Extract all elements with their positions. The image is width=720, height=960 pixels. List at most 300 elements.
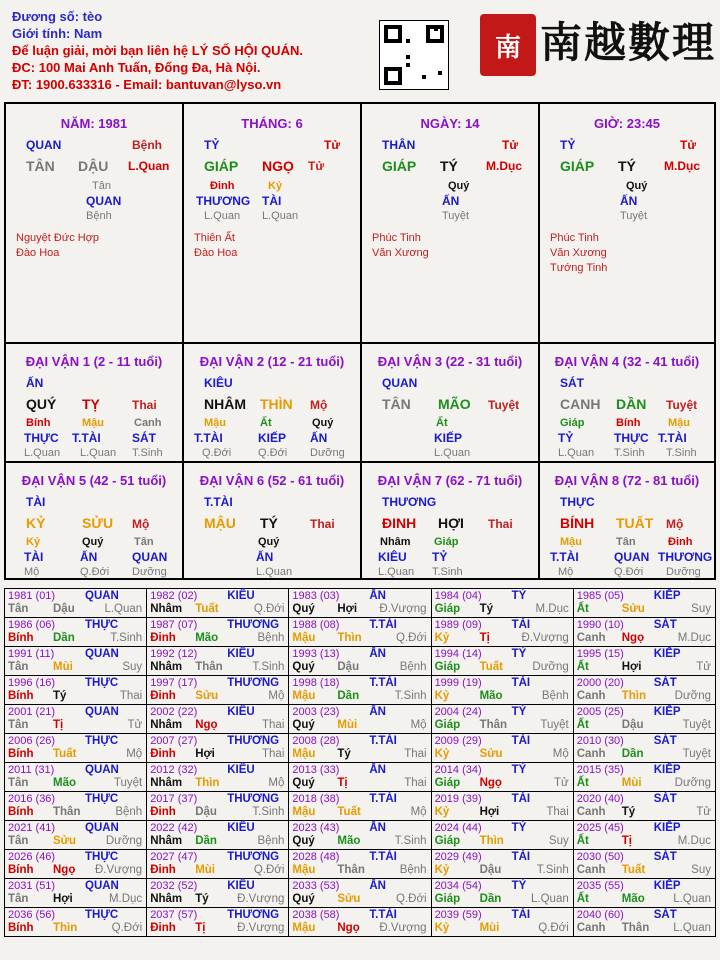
year-branch: Ngọ bbox=[53, 864, 76, 876]
luck-hidden-stage: Dưỡng bbox=[666, 566, 701, 578]
symbolic-star: Phúc Tinh bbox=[550, 232, 599, 244]
ten-god-stem: TỶ bbox=[560, 138, 576, 152]
year-label: 2039 (59) bbox=[434, 909, 482, 921]
year-label: 2031 (51) bbox=[8, 880, 56, 892]
luck-hidden-god: ẤN bbox=[80, 550, 98, 564]
year-stage: Đ.Vượng bbox=[379, 922, 427, 934]
year-stem: Đinh bbox=[150, 632, 176, 644]
annual-cell bbox=[573, 908, 715, 937]
annual-cell bbox=[147, 589, 289, 618]
year-ten-god: ẤN bbox=[369, 764, 386, 776]
year-branch: Dậu bbox=[195, 806, 217, 818]
year-stage: Dưỡng bbox=[674, 690, 711, 702]
year-stage: Tử bbox=[696, 806, 711, 818]
year-stem: Nhâm bbox=[150, 777, 183, 789]
hidden-stem: Tân bbox=[92, 180, 111, 192]
year-ten-god: THƯƠNG bbox=[227, 735, 280, 747]
symbolic-star: Phúc Tinh bbox=[372, 232, 421, 244]
year-branch: Sửu bbox=[53, 835, 77, 847]
year-stem: Kỷ bbox=[434, 748, 450, 760]
year-branch: Tý bbox=[337, 748, 351, 760]
annual-cell bbox=[289, 705, 431, 734]
year-stage: L.Quan bbox=[673, 893, 711, 905]
year-branch: Mão bbox=[195, 632, 219, 644]
annual-row bbox=[5, 821, 716, 850]
year-stage: Thai bbox=[404, 748, 427, 760]
year-label: 2034 (54) bbox=[434, 880, 482, 892]
year-label: 2020 (40) bbox=[576, 793, 624, 805]
year-ten-god: TÀI bbox=[511, 851, 531, 863]
year-stem: Nhâm bbox=[150, 719, 183, 731]
year-stem: Tân bbox=[8, 661, 29, 673]
year-branch: Thìn bbox=[53, 922, 78, 934]
year-branch: Tý bbox=[621, 806, 636, 818]
year-branch: Tị bbox=[195, 922, 206, 934]
year-label: 1994 (14) bbox=[434, 648, 482, 660]
luck-ten-god: TÀI bbox=[26, 495, 46, 509]
annual-cell bbox=[5, 676, 147, 705]
luck-hidden-stage: Mộ bbox=[558, 566, 574, 578]
year-stem: Quý bbox=[292, 835, 315, 847]
annual-row bbox=[5, 879, 716, 908]
year-label: 2002 (22) bbox=[150, 706, 198, 718]
year-stage: Suy bbox=[548, 835, 569, 847]
year-label: 2026 (46) bbox=[8, 851, 56, 863]
year-ten-god: THƯƠNG bbox=[227, 793, 280, 805]
year-label: 2004 (24) bbox=[434, 706, 482, 718]
year-ten-god: ẤN bbox=[369, 706, 386, 718]
year-stem: Giáp bbox=[434, 661, 461, 673]
annual-cell bbox=[289, 850, 431, 879]
year-label: 2029 (49) bbox=[434, 851, 482, 863]
year-branch: Thân bbox=[479, 719, 508, 731]
year-stem: Kỷ bbox=[434, 806, 450, 818]
growth-stage: Tử bbox=[308, 159, 325, 173]
luck-pillar-title: ĐẠI VẬN 3 (22 - 31 tuổi) bbox=[377, 354, 523, 369]
year-stem: Quý bbox=[292, 661, 315, 673]
year-branch: Mão bbox=[53, 777, 76, 789]
owner-line: Đương số: tèo bbox=[12, 9, 103, 24]
year-stem: Canh bbox=[576, 690, 606, 702]
year-label: 2019 (39) bbox=[434, 793, 482, 805]
year-label: 2010 (30) bbox=[576, 735, 624, 747]
luck-hidden-stem: Tân bbox=[616, 536, 636, 548]
annual-cell bbox=[573, 821, 715, 850]
year-stem: Kỷ bbox=[434, 864, 450, 876]
year-stage: Thai bbox=[262, 748, 285, 760]
year-branch: Sửu bbox=[195, 690, 219, 702]
year-ten-god: TÀI bbox=[511, 677, 531, 689]
annual-row bbox=[5, 676, 716, 705]
year-label: 2025 (45) bbox=[576, 822, 624, 834]
year-label: 2005 (25) bbox=[576, 706, 624, 718]
year-branch: Tuất bbox=[621, 864, 646, 876]
year-ten-god: KIÊU bbox=[227, 590, 255, 602]
year-ten-god: ẤN bbox=[369, 880, 386, 892]
year-ten-god: ẤN bbox=[369, 822, 386, 834]
luck-hidden-stem: Quý bbox=[312, 417, 334, 429]
year-stage: Suy bbox=[691, 603, 711, 615]
qr-code-icon bbox=[379, 20, 449, 90]
annual-cell bbox=[431, 618, 573, 647]
pillar-title: NGÀY: 14 bbox=[420, 116, 480, 131]
luck-hidden-stem: Giáp bbox=[560, 417, 585, 429]
luck-stem: KỶ bbox=[26, 515, 46, 531]
year-label: 2009 (29) bbox=[434, 735, 482, 747]
year-ten-god: TỶ bbox=[511, 880, 527, 892]
year-branch: Hợi bbox=[53, 893, 73, 905]
year-branch: Tý bbox=[53, 690, 67, 702]
luck-ten-god: ẤN bbox=[26, 376, 44, 390]
year-stem: Bính bbox=[8, 864, 34, 876]
year-stem: Tân bbox=[8, 603, 29, 615]
luck-hidden-god: T.TÀI bbox=[72, 431, 101, 445]
year-stage: Q.Đới bbox=[111, 922, 143, 934]
year-stage: Bệnh bbox=[257, 835, 285, 847]
annual-cell bbox=[573, 676, 715, 705]
luck-hidden-stage: T.Sinh bbox=[666, 447, 697, 459]
luck-branch: TUẤT bbox=[616, 515, 654, 531]
annual-cell bbox=[147, 734, 289, 763]
annual-cell bbox=[147, 676, 289, 705]
luck-stem: NHÂM bbox=[204, 396, 246, 412]
year-label: 2000 (20) bbox=[576, 677, 624, 689]
luck-pillar-title: ĐẠI VẬN 2 (12 - 21 tuổi) bbox=[199, 354, 345, 369]
year-label: 2040 (60) bbox=[576, 909, 624, 921]
year-ten-god: TỶ bbox=[511, 648, 527, 660]
luck-stage: Mộ bbox=[132, 517, 150, 531]
year-ten-god: KIẾP bbox=[653, 648, 681, 660]
year-stage: Mộ bbox=[410, 806, 427, 818]
year-branch: Mùi bbox=[195, 864, 215, 876]
year-label: 1984 (04) bbox=[434, 590, 482, 602]
year-ten-god: QUAN bbox=[85, 764, 119, 776]
year-branch: Dậu bbox=[53, 603, 75, 615]
hidden-stage: Tuyệt bbox=[442, 210, 470, 222]
year-stage: Suy bbox=[691, 864, 711, 876]
annual-cell bbox=[289, 763, 431, 792]
luck-stem: BÍNH bbox=[560, 515, 595, 531]
year-stem: Tân bbox=[8, 893, 29, 905]
symbolic-star: Văn Xương bbox=[372, 247, 429, 259]
year-stage: Đ.Vượng bbox=[237, 922, 285, 934]
year-stage: Dưỡng bbox=[532, 661, 569, 673]
luck-branch: SỬU bbox=[82, 515, 114, 531]
year-branch: Tý bbox=[195, 893, 209, 905]
year-ten-god: T.TÀI bbox=[369, 909, 397, 921]
year-stage: Mộ bbox=[552, 748, 569, 760]
annual-cell bbox=[147, 763, 289, 792]
luck-branch: HỢI bbox=[438, 515, 464, 531]
year-stage: Đ.Vượng bbox=[521, 632, 569, 644]
pillar-2 bbox=[184, 104, 362, 344]
year-stage: M.Dục bbox=[535, 603, 569, 615]
luck-pillar-6 bbox=[184, 463, 362, 580]
year-ten-god: KIẾP bbox=[653, 590, 681, 602]
symbolic-star: Thiên Ất bbox=[194, 232, 235, 244]
luck-stage: Mộ bbox=[310, 398, 328, 412]
growth-stage: M.Dục bbox=[664, 159, 700, 173]
annual-cell bbox=[431, 763, 573, 792]
luck-branch: DẦN bbox=[616, 396, 647, 412]
year-stem: Nhâm bbox=[150, 835, 183, 847]
year-stage: L.Quan bbox=[531, 893, 569, 905]
year-stage: Thai bbox=[404, 777, 427, 789]
phone-email-line: ĐT: 1900.633316 - Email: bantuvan@lyso.vn bbox=[12, 77, 282, 92]
annual-cell bbox=[289, 792, 431, 821]
earthly-branch: NGỌ bbox=[262, 158, 294, 174]
year-label: 2015 (35) bbox=[576, 764, 624, 776]
year-ten-god: T.TÀI bbox=[369, 735, 397, 747]
year-label: 2021 (41) bbox=[8, 822, 56, 834]
luck-hidden-stage: L.Quan bbox=[558, 447, 595, 459]
annual-cell bbox=[5, 821, 147, 850]
hidden-ten-god: ẤN bbox=[620, 194, 638, 208]
hidden-stem: Kỷ bbox=[268, 180, 283, 192]
growth-stage: M.Dục bbox=[486, 159, 522, 173]
year-label: 1989 (09) bbox=[434, 619, 482, 631]
hidden-stage: L.Quan bbox=[204, 210, 241, 222]
luck-stage: Tuyệt bbox=[488, 398, 520, 412]
annual-cell bbox=[573, 879, 715, 908]
year-label: 2003 (23) bbox=[292, 706, 340, 718]
year-stem: Quý bbox=[292, 777, 315, 789]
year-label: 1985 (05) bbox=[576, 590, 624, 602]
year-stem: Kỷ bbox=[434, 632, 450, 644]
year-label: 2030 (50) bbox=[576, 851, 624, 863]
luck-ten-god: THƯƠNG bbox=[382, 495, 437, 509]
year-branch: Dậu bbox=[337, 661, 360, 673]
year-stage: Thai bbox=[262, 719, 285, 731]
year-stage: L.Quan bbox=[673, 922, 711, 934]
ten-god-stem: TỶ bbox=[204, 138, 220, 152]
year-ten-god: T.TÀI bbox=[369, 619, 397, 631]
year-stage: Đ.Vượng bbox=[379, 603, 427, 615]
year-branch: Dậu bbox=[479, 864, 502, 876]
year-ten-god: TÀI bbox=[511, 619, 531, 631]
year-branch: Mùi bbox=[53, 661, 73, 673]
year-stem: Canh bbox=[576, 632, 606, 644]
year-stage: Q.Đới bbox=[396, 632, 427, 644]
year-branch: Thìn bbox=[621, 690, 647, 702]
luck-ten-god: SÁT bbox=[560, 376, 584, 390]
annual-cell bbox=[5, 792, 147, 821]
annual-cell bbox=[5, 763, 147, 792]
year-branch: Tuất bbox=[195, 603, 219, 615]
year-stem: Canh bbox=[576, 922, 606, 934]
year-branch: Thìn bbox=[337, 632, 362, 644]
year-stage: Bệnh bbox=[115, 806, 143, 818]
year-branch: Mùi bbox=[621, 777, 642, 789]
year-label: 2014 (34) bbox=[434, 764, 482, 776]
year-label: 1990 (10) bbox=[576, 619, 624, 631]
year-stem: Bính bbox=[8, 922, 34, 934]
year-branch: Thân bbox=[195, 661, 223, 673]
luck-hidden-god: ẤN bbox=[310, 431, 328, 445]
year-stem: Ất bbox=[576, 603, 589, 615]
luck-pillar-title: ĐẠI VẬN 8 (72 - 81 tuổi) bbox=[554, 473, 700, 488]
year-stem: Giáp bbox=[434, 777, 461, 789]
year-stem: Nhâm bbox=[150, 603, 183, 615]
annual-cell bbox=[147, 850, 289, 879]
annual-cell bbox=[5, 734, 147, 763]
luck-hidden-god: THỰC bbox=[614, 431, 649, 445]
year-branch: Tuất bbox=[53, 748, 77, 760]
brand-logo: 南越數理 bbox=[540, 18, 717, 67]
annual-cell bbox=[431, 792, 573, 821]
year-stage: Tuyệt bbox=[682, 748, 711, 760]
luck-hidden-stage: Q.Đới bbox=[80, 566, 110, 578]
year-ten-god: THỰC bbox=[85, 677, 119, 689]
luck-hidden-stem: Đinh bbox=[668, 536, 693, 548]
year-stem: Bính bbox=[8, 632, 34, 644]
year-ten-god: SÁT bbox=[653, 851, 677, 863]
year-label: 1993 (13) bbox=[292, 648, 340, 660]
year-branch: Thân bbox=[337, 864, 365, 876]
year-ten-god: QUAN bbox=[85, 590, 119, 602]
annual-cell bbox=[573, 589, 715, 618]
annual-row bbox=[5, 618, 716, 647]
year-branch: Dậu bbox=[621, 719, 644, 731]
year-stem: Đinh bbox=[150, 922, 176, 934]
year-stage: Q.Đới bbox=[396, 893, 427, 905]
luck-ten-god: KIÊU bbox=[204, 376, 233, 390]
year-branch: Mão bbox=[621, 893, 645, 905]
annual-cell bbox=[5, 850, 147, 879]
year-stage: Thai bbox=[119, 690, 143, 702]
year-branch: Ngọ bbox=[195, 719, 218, 731]
luck-stage: Mộ bbox=[666, 517, 684, 531]
year-ten-god: TÀI bbox=[511, 793, 531, 805]
year-branch: Tuất bbox=[337, 806, 361, 818]
annual-cell bbox=[431, 589, 573, 618]
annual-cell bbox=[147, 821, 289, 850]
year-label: 2007 (27) bbox=[150, 735, 198, 747]
year-label: 2022 (42) bbox=[150, 822, 198, 834]
year-stem: Ất bbox=[576, 661, 589, 673]
luck-hidden-god: T.TÀI bbox=[658, 431, 687, 445]
annual-cell bbox=[5, 705, 147, 734]
earthly-branch: TÝ bbox=[618, 158, 636, 174]
annual-cell bbox=[573, 792, 715, 821]
heavenly-stem: GIÁP bbox=[560, 158, 595, 174]
year-stage: T.Sinh bbox=[252, 806, 285, 818]
annual-cell bbox=[5, 879, 147, 908]
luck-stage: Thai bbox=[488, 517, 513, 531]
year-ten-god: TỶ bbox=[511, 590, 527, 602]
luck-hidden-stem: Tân bbox=[134, 536, 154, 548]
luck-hidden-stage: Mộ bbox=[24, 566, 40, 578]
year-label: 2013 (33) bbox=[292, 764, 340, 776]
year-stage: Mộ bbox=[268, 777, 285, 789]
year-ten-god: THƯƠNG bbox=[227, 909, 280, 921]
luck-hidden-stage: Q.Đới bbox=[258, 447, 288, 459]
year-ten-god: THỰC bbox=[85, 735, 119, 747]
year-stage: Đ.Vượng bbox=[237, 893, 285, 905]
luck-pillar-title: ĐẠI VẬN 4 (32 - 41 tuổi) bbox=[554, 354, 700, 369]
luck-stem: CANH bbox=[560, 396, 601, 412]
annual-cell bbox=[289, 589, 431, 618]
year-ten-god: QUAN bbox=[85, 822, 119, 834]
luck-hidden-stem: Giáp bbox=[434, 536, 459, 548]
annual-row bbox=[5, 792, 716, 821]
year-ten-god: KIẾP bbox=[653, 880, 681, 892]
annual-row bbox=[5, 734, 716, 763]
year-stem: Mậu bbox=[292, 690, 316, 702]
annual-cell bbox=[431, 879, 573, 908]
luck-hidden-god: TÀI bbox=[24, 550, 44, 564]
year-stem: Tân bbox=[8, 719, 29, 731]
year-label: 2028 (48) bbox=[292, 851, 340, 863]
year-label: 2038 (58) bbox=[292, 909, 340, 921]
year-label: 1997 (17) bbox=[150, 677, 198, 689]
annual-row bbox=[5, 647, 716, 676]
year-label: 2012 (32) bbox=[150, 764, 198, 776]
year-branch: Dần bbox=[479, 893, 502, 905]
earthly-branch: DẬU bbox=[78, 158, 109, 174]
luck-branch: TÝ bbox=[260, 515, 278, 531]
luck-pillar-title: ĐẠI VẬN 7 (62 - 71 tuổi) bbox=[377, 473, 523, 488]
year-stem: Bính bbox=[8, 806, 34, 818]
year-stem: Ất bbox=[576, 777, 589, 789]
luck-stage: Thai bbox=[310, 517, 335, 531]
year-stage: Q.Đới bbox=[538, 922, 569, 934]
year-stem: Bính bbox=[8, 748, 34, 760]
year-branch: Tuất bbox=[479, 661, 503, 673]
growth-stage: L.Quan bbox=[128, 159, 170, 173]
luck-hidden-god: KIẾP bbox=[434, 431, 463, 445]
annual-cell bbox=[431, 734, 573, 763]
hidden-stage: Tuyệt bbox=[620, 210, 648, 222]
year-label: 2001 (21) bbox=[8, 706, 56, 718]
luck-branch: TỴ bbox=[82, 396, 100, 412]
year-label: 2006 (26) bbox=[8, 735, 56, 747]
luck-stem: MẬU bbox=[204, 515, 236, 531]
year-stem: Mậu bbox=[292, 864, 316, 876]
year-branch: Hợi bbox=[195, 748, 215, 760]
pillar-3 bbox=[362, 104, 540, 344]
year-label: 1999 (19) bbox=[434, 677, 482, 689]
year-stem: Quý bbox=[292, 603, 315, 615]
year-ten-god: QUAN bbox=[85, 880, 119, 892]
luck-hidden-god: KIÊU bbox=[378, 550, 407, 564]
luck-hidden-stem: Nhâm bbox=[380, 536, 411, 548]
year-stage: Dưỡng bbox=[674, 777, 711, 789]
year-branch: Mùi bbox=[337, 719, 358, 731]
annual-cell bbox=[289, 647, 431, 676]
annual-cell bbox=[147, 647, 289, 676]
luck-pillar-title: ĐẠI VẬN 6 (52 - 61 tuổi) bbox=[199, 473, 345, 488]
year-ten-god: QUAN bbox=[85, 706, 119, 718]
year-stem: Canh bbox=[576, 806, 606, 818]
year-branch: Sửu bbox=[479, 748, 503, 760]
year-label: 2016 (36) bbox=[8, 793, 56, 805]
heavenly-stem: TÂN bbox=[26, 158, 55, 174]
annual-cell bbox=[431, 908, 573, 937]
luck-hidden-stem: Mậu bbox=[82, 417, 104, 429]
year-label: 2023 (43) bbox=[292, 822, 340, 834]
pillar-1 bbox=[6, 104, 184, 344]
year-label: 1995 (15) bbox=[576, 648, 624, 660]
annual-row bbox=[5, 589, 716, 618]
luck-hidden-stem: Canh bbox=[134, 417, 162, 429]
annual-cell bbox=[289, 734, 431, 763]
annual-cell bbox=[431, 705, 573, 734]
annual-cell bbox=[147, 705, 289, 734]
year-branch: Dần bbox=[195, 835, 217, 847]
luck-pillar-7 bbox=[362, 463, 540, 580]
seal-logo: 南 bbox=[480, 14, 536, 76]
